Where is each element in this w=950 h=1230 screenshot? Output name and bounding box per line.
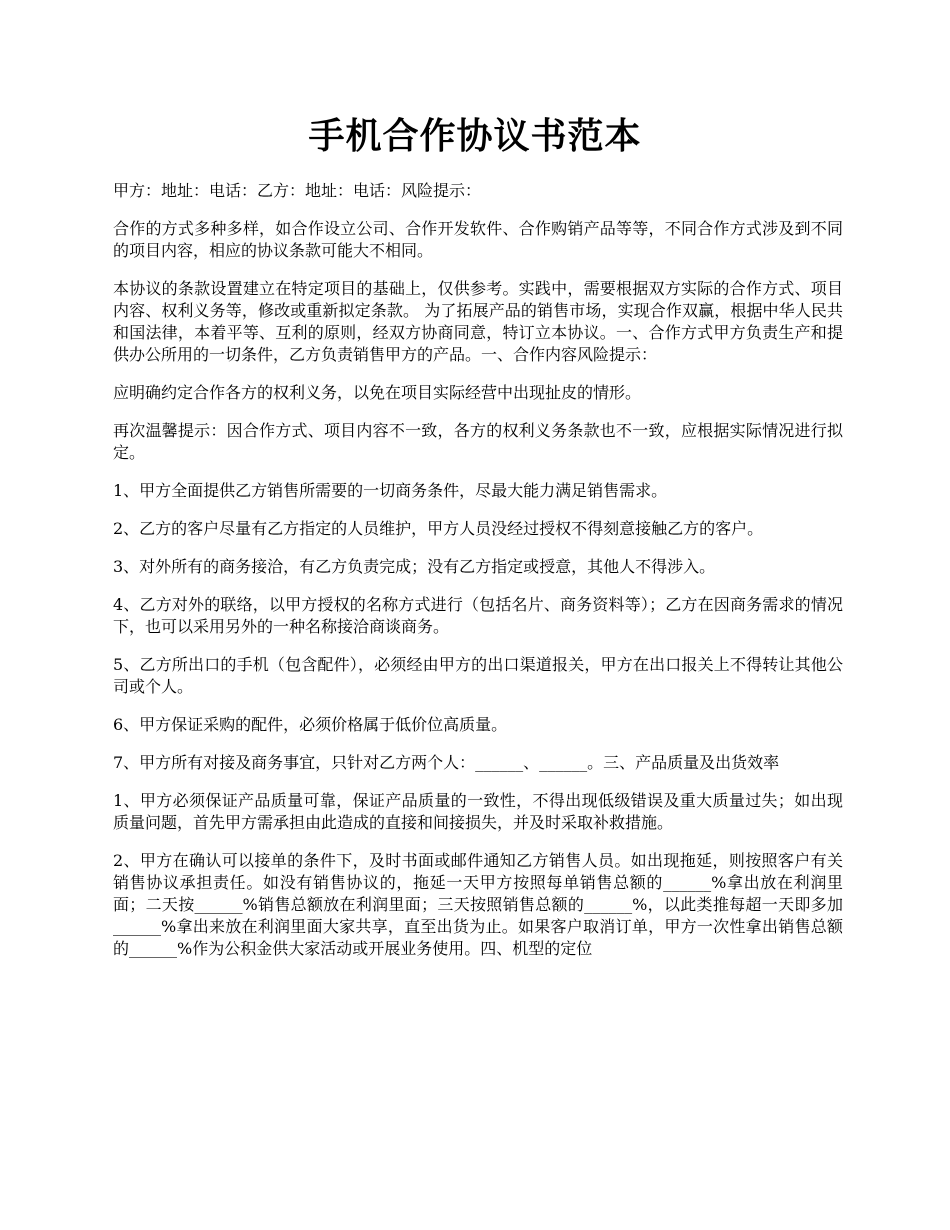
clause-paragraph: 6、甲方保证采购的配件，必须价格属于低价位高质量。 [113, 715, 508, 734]
document-title: 手机合作协议书范本 [308, 115, 642, 157]
clause-paragraph: 2、甲方在确认可以接单的条件下，及时书面或邮件通知乙方销售人员。如出现拖延，则按照客户有关销售协议承担责任。如没有销售协议的，拖延一天甲方按照每单销售总额的______%拿出放在利润里面；二天按______%销售总额放在利润里面；三天按照销售总额的______%，以此类推每超一天即多加______%拿出来放在利润里面大家共享，直至出货为止。如果客户取消订单，甲方一次性拿出销售总额的______%作为公积金供大家活动或开展业务使用。四、机型的定位 [113, 851, 843, 958]
clause-paragraph: 5、乙方所出口的手机（包含配件），必须经由甲方的出口渠道报关，甲方在出口报关上不得转让其他公司或个人。 [113, 655, 843, 696]
document-body [113, 180, 843, 976]
clause-paragraph: 3、对外所有的商务接洽，有乙方负责完成；没有乙方指定或授意，其他人不得涉入。 [113, 557, 716, 576]
clause-paragraph: 1、甲方必须保证产品质量可靠，保证产品质量的一致性，不得出现低级错误及重大质量过失；如出现质量问题，首先甲方需承担由此造成的直接和间接损失，并及时采取补救措施。 [113, 791, 843, 832]
clause-paragraph: 2、乙方的客户尽量有乙方指定的人员维护，甲方人员没经过授权不得刻意接触乙方的客户。 [113, 519, 764, 538]
clause-paragraph: 1、甲方全面提供乙方销售所需要的一切商务条件，尽最大能力满足销售需求。 [113, 481, 668, 500]
body-paragraph: 应明确约定合作各方的权利义务，以免在项目实际经营中出现扯皮的情形。 [113, 383, 642, 402]
clause-paragraph: 7、甲方所有对接及商务事宜，只针对乙方两个人：______、______。三、产品质量及出货效率 [113, 753, 780, 772]
body-paragraph: 本协议的条款设置建立在特定项目的基础上，仅供参考。实践中，需要根据双方实际的合作方式、项目内容、权利义务等，修改或重新拟定条款。 为了拓展产品的销售市场，实现合作双赢，根据中华人民共和国法律，本着平等、互利的原则，经双方协商同意，特订立本协议。一、合作方式甲方负责生产和提供办公所用的一切条件，乙方负责销售甲方的产品。一、合作内容风险提示： [113, 279, 843, 364]
party-info-paragraph: 甲方：地址：电话：乙方：地址：电话：风险提示： [113, 181, 482, 200]
clause-paragraph: 4、乙方对外的联络，以甲方授权的名称方式进行（包括名片、商务资料等）；乙方在因商务需求的情况下，也可以采用另外的一种名称接洽商谈商务。 [113, 595, 843, 636]
body-paragraph: 再次温馨提示：因合作方式、项目内容不一致，各方的权利义务条款也不一致，应根据实际情况进行拟定。 [113, 421, 843, 462]
body-paragraph: 合作的方式多种多样，如合作设立公司、合作开发软件、合作购销产品等等，不同合作方式涉及到不同的项目内容，相应的协议条款可能大不相同。 [113, 219, 843, 260]
